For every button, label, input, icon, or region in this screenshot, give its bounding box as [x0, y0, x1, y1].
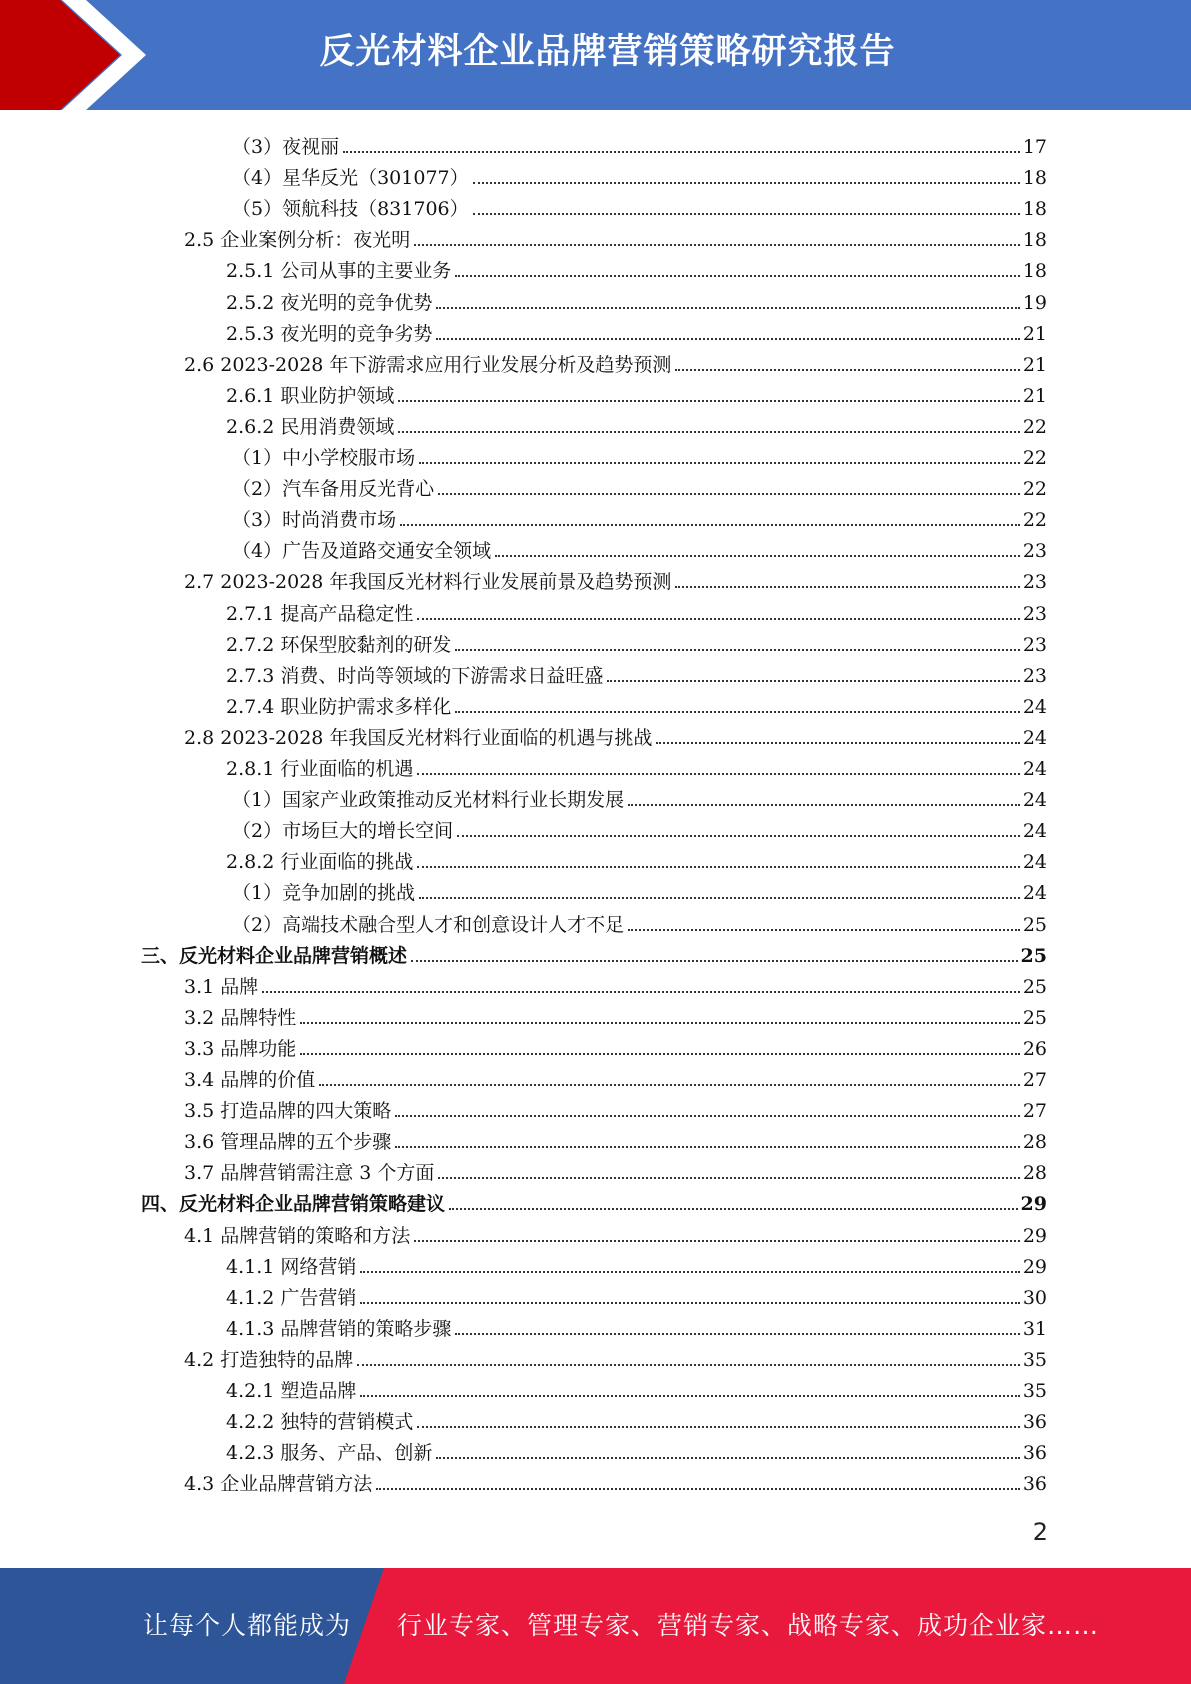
toc-entry-page: 23: [1022, 540, 1047, 562]
toc-leader-dots: [417, 773, 1019, 775]
toc-entry-title: （3）夜视丽: [232, 136, 340, 158]
toc-entry-page: 25: [1020, 945, 1047, 967]
toc-leader-dots: [398, 431, 1019, 433]
toc-entry-page: 23: [1022, 634, 1047, 656]
toc-entry[interactable]: [226, 688, 1047, 719]
toc-entry[interactable]: [184, 1123, 1047, 1154]
toc-entry-title: （1）中小学校服市场: [232, 447, 416, 469]
toc-leader-dots: [455, 711, 1019, 713]
toc-leader-dots: [438, 493, 1020, 495]
toc-entry-page: 24: [1022, 696, 1047, 718]
toc-entry-title: 3.1 品牌: [184, 976, 259, 998]
toc-entry-title: （2）汽车备用反光背心: [232, 478, 435, 500]
toc-entry-page: 23: [1022, 571, 1047, 593]
toc-entry-title: 4.1.3 品牌营销的策略步骤: [226, 1318, 452, 1340]
toc-entry-page: 30: [1022, 1287, 1047, 1309]
toc-entry[interactable]: [184, 1217, 1047, 1248]
toc-leader-dots: [473, 213, 1020, 215]
toc-leader-dots: [675, 586, 1019, 588]
toc-entry[interactable]: [141, 937, 1047, 968]
toc-entry[interactable]: [232, 781, 1047, 812]
toc-leader-dots: [656, 742, 1019, 744]
page-header: [0, 0, 1191, 110]
toc-entry-page: 18: [1022, 229, 1047, 251]
toc-leader-dots: [417, 1426, 1019, 1428]
toc-entry[interactable]: [226, 1372, 1047, 1403]
toc-leader-dots: [417, 618, 1019, 620]
toc-entry-page: 27: [1022, 1100, 1047, 1122]
page-number: 2: [1032, 1518, 1048, 1546]
toc-entry-title: 2.5 企业案例分析：夜光明: [184, 229, 411, 251]
toc-entry-page: 27: [1022, 1069, 1047, 1091]
toc-entry-page: 24: [1022, 882, 1047, 904]
toc-entry-title: 4.2.2 独特的营销模式: [226, 1411, 414, 1433]
toc-leader-dots: [300, 1053, 1020, 1055]
toc-leader-dots: [411, 960, 1018, 962]
toc-leader-dots: [449, 1208, 1018, 1210]
toc-entry-title: 3.6 管理品牌的五个步骤: [184, 1131, 392, 1153]
toc-entry[interactable]: [232, 128, 1047, 159]
toc-entry-title: 2.5.1 公司从事的主要业务: [226, 260, 452, 282]
toc-entry[interactable]: [226, 377, 1047, 408]
toc-entry-title: （2）市场巨大的增长空间: [232, 820, 454, 842]
toc-entry-page: 22: [1022, 447, 1047, 469]
toc-entry-page: 19: [1022, 292, 1047, 314]
toc-entry-page: 18: [1022, 260, 1047, 282]
toc-entry-page: 24: [1022, 851, 1047, 873]
toc-entry-title: 4.2 打造独特的品牌: [184, 1349, 354, 1371]
toc-entry-page: 23: [1022, 603, 1047, 625]
toc-leader-dots: [343, 151, 1020, 153]
toc-leader-dots: [417, 866, 1019, 868]
toc-entry-title: 3.7 品牌营销需注意 3 个方面: [184, 1162, 435, 1184]
toc-leader-dots: [438, 1177, 1019, 1179]
toc-entry[interactable]: [226, 1434, 1047, 1465]
toc-entry-page: 22: [1022, 478, 1047, 500]
toc-leader-dots: [455, 649, 1019, 651]
toc-entry-page: 24: [1022, 758, 1047, 780]
toc-leader-dots: [400, 524, 1020, 526]
toc-entry[interactable]: [226, 1279, 1047, 1310]
toc-entry-page: 21: [1022, 354, 1047, 376]
toc-entry-page: 29: [1020, 1193, 1047, 1215]
toc-entry[interactable]: [184, 1061, 1047, 1092]
toc-entry[interactable]: [184, 221, 1047, 252]
toc-leader-dots: [398, 400, 1019, 402]
toc-entry-title: 2.5.3 夜光明的竞争劣势: [226, 323, 433, 345]
toc-entry[interactable]: [226, 1310, 1047, 1341]
toc-entry[interactable]: [184, 1465, 1047, 1496]
toc-leader-dots: [455, 1333, 1019, 1335]
toc-entry-title: （1）国家产业政策推动反光材料行业长期发展: [232, 789, 625, 811]
toc-entry-title: 2.7.4 职业防护需求多样化: [226, 696, 452, 718]
toc-entry-page: 28: [1022, 1131, 1047, 1153]
toc-entry[interactable]: [232, 532, 1047, 563]
toc-leader-dots: [436, 338, 1019, 340]
toc-entry[interactable]: [226, 750, 1047, 781]
toc-entry-title: 2.7 2023-2028 年我国反光材料行业发展前景及趋势预测: [184, 571, 672, 593]
toc-leader-dots: [675, 369, 1019, 371]
toc-entry-title: 2.7.3 消费、时尚等领域的下游需求日益旺盛: [226, 665, 604, 687]
toc-entry-page: 22: [1022, 416, 1047, 438]
toc-entry-page: 18: [1022, 167, 1047, 189]
toc-entry-page: 25: [1022, 1007, 1047, 1029]
toc-leader-dots: [395, 1115, 1020, 1117]
toc-entry[interactable]: [232, 439, 1047, 470]
toc-leader-dots: [473, 182, 1020, 184]
toc-leader-dots: [319, 1084, 1020, 1086]
toc-entry-page: 21: [1022, 323, 1047, 345]
page-footer: [0, 1568, 1191, 1684]
toc-entry[interactable]: [184, 999, 1047, 1030]
toc-entry-page: 29: [1022, 1256, 1047, 1278]
footer-slogan-right: 行业专家、管理专家、营销专家、战略专家、成功企业家……: [397, 1611, 1100, 1640]
toc-entry[interactable]: [184, 1030, 1047, 1061]
toc-entry[interactable]: [232, 159, 1047, 190]
toc-entry-title: 2.6 2023-2028 年下游需求应用行业发展分析及趋势预测: [184, 354, 672, 376]
toc-leader-dots: [357, 1364, 1020, 1366]
toc-leader-dots: [495, 555, 1020, 557]
toc-leader-dots: [414, 1240, 1020, 1242]
toc-entry[interactable]: [226, 252, 1047, 283]
toc-entry[interactable]: [141, 1185, 1047, 1216]
toc-entry-page: 17: [1022, 136, 1047, 158]
toc-entry-title: （3）时尚消费市场: [232, 509, 397, 531]
toc-leader-dots: [300, 1022, 1020, 1024]
toc-leader-dots: [360, 1395, 1019, 1397]
toc-entry[interactable]: [226, 315, 1047, 346]
toc-leader-dots: [262, 991, 1020, 993]
toc-entry-title: 2.6.1 职业防护领域: [226, 385, 395, 407]
toc-entry[interactable]: [226, 595, 1047, 626]
toc-entry-title: （5）领航科技（831706）: [232, 198, 469, 220]
toc-leader-dots: [436, 1457, 1019, 1459]
toc-leader-dots: [628, 929, 1020, 931]
toc-entry-title: 4.2.1 塑造品牌: [226, 1380, 357, 1402]
toc-entry-page: 24: [1022, 789, 1047, 811]
toc-entry-page: 21: [1022, 385, 1047, 407]
toc-entry-page: 25: [1022, 976, 1047, 998]
toc-entry-title: （4）星华反光（301077）: [232, 167, 469, 189]
toc-entry[interactable]: [184, 563, 1047, 594]
toc-leader-dots: [607, 680, 1019, 682]
toc-entry-title: 2.5.2 夜光明的竞争优势: [226, 292, 433, 314]
toc-leader-dots: [360, 1271, 1019, 1273]
toc-entry[interactable]: [232, 812, 1047, 843]
toc-entry-page: 36: [1022, 1411, 1047, 1433]
toc-entry-title: 2.7.1 提高产品稳定性: [226, 603, 414, 625]
toc-entry-title: 4.2.3 服务、产品、创新: [226, 1442, 433, 1464]
toc-entry[interactable]: [184, 1154, 1047, 1185]
toc-entry-title: 3.5 打造品牌的四大策略: [184, 1100, 392, 1122]
toc-entry[interactable]: [232, 501, 1047, 532]
toc-entry-title: （2）高端技术融合型人才和创意设计人才不足: [232, 914, 625, 936]
toc-entry-title: 4.1.2 广告营销: [226, 1287, 357, 1309]
toc-entry-title: （1）竞争加剧的挑战: [232, 882, 416, 904]
toc-leader-dots: [436, 307, 1019, 309]
toc-leader-dots: [419, 462, 1020, 464]
toc-entry[interactable]: [226, 1248, 1047, 1279]
toc-leader-dots: [360, 1302, 1019, 1304]
toc-entry[interactable]: [232, 874, 1047, 905]
toc-entry-title: 2.8 2023-2028 年我国反光材料行业面临的机遇与挑战: [184, 727, 653, 749]
toc-entry-page: 28: [1022, 1162, 1047, 1184]
toc-entry-page: 29: [1022, 1225, 1047, 1247]
toc-entry-title: 2.8.1 行业面临的机遇: [226, 758, 414, 780]
toc-entry[interactable]: [232, 470, 1047, 501]
toc-entry-title: 4.3 企业品牌营销方法: [184, 1473, 373, 1495]
toc-entry[interactable]: [232, 906, 1047, 937]
report-title: 反光材料企业品牌营销策略研究报告: [319, 32, 896, 72]
toc-entry-page: 23: [1022, 665, 1047, 687]
toc-entry-page: 36: [1022, 1473, 1047, 1495]
toc-entry[interactable]: [184, 968, 1047, 999]
toc-entry-page: 31: [1022, 1318, 1047, 1340]
toc-entry-title: 2.6.2 民用消费领域: [226, 416, 395, 438]
toc-entry[interactable]: [232, 190, 1047, 221]
toc-entry-page: 24: [1022, 820, 1047, 842]
toc-leader-dots: [419, 897, 1020, 899]
toc-entry-page: 18: [1022, 198, 1047, 220]
toc-entry-title: 四、反光材料企业品牌营销策略建议: [141, 1193, 446, 1215]
toc-entry[interactable]: [226, 408, 1047, 439]
toc-entry-title: 3.4 品牌的价值: [184, 1069, 316, 1091]
toc-leader-dots: [628, 804, 1020, 806]
toc-entry-title: 4.1 品牌营销的策略和方法: [184, 1225, 411, 1247]
toc-entry[interactable]: [226, 1403, 1047, 1434]
toc-entry[interactable]: [226, 284, 1047, 315]
toc-entry-title: 3.3 品牌功能: [184, 1038, 297, 1060]
toc-entry-title: （4）广告及道路交通安全领域: [232, 540, 492, 562]
toc-leader-dots: [395, 1146, 1020, 1148]
toc-leader-dots: [414, 244, 1020, 246]
toc-leader-dots: [376, 1488, 1020, 1490]
toc-entry[interactable]: [184, 719, 1047, 750]
toc-leader-dots: [457, 835, 1020, 837]
footer-slogan-left: 让每个人都能成为: [143, 1611, 352, 1640]
toc-entry-title: 2.7.2 环保型胶黏剂的研发: [226, 634, 452, 656]
toc-entry[interactable]: [184, 1341, 1047, 1372]
toc-entry[interactable]: [226, 843, 1047, 874]
toc-entry-title: 2.8.2 行业面临的挑战: [226, 851, 414, 873]
toc-entry-page: 24: [1022, 727, 1047, 749]
toc-leader-dots: [455, 275, 1019, 277]
toc-entry-title: 三、反光材料企业品牌营销概述: [141, 945, 408, 967]
toc-entry-page: 22: [1022, 509, 1047, 531]
toc-entry-page: 36: [1022, 1442, 1047, 1464]
toc-entry-title: 3.2 品牌特性: [184, 1007, 297, 1029]
toc-entry[interactable]: [184, 1092, 1047, 1123]
toc-entry-page: 25: [1022, 914, 1047, 936]
toc-entry[interactable]: [226, 657, 1047, 688]
toc-entry[interactable]: [184, 346, 1047, 377]
toc-entry-page: 35: [1022, 1349, 1047, 1371]
toc-entry-page: 26: [1022, 1038, 1047, 1060]
toc-entry-page: 35: [1022, 1380, 1047, 1402]
toc-entry[interactable]: [226, 626, 1047, 657]
toc-entry-title: 4.1.1 网络营销: [226, 1256, 357, 1278]
